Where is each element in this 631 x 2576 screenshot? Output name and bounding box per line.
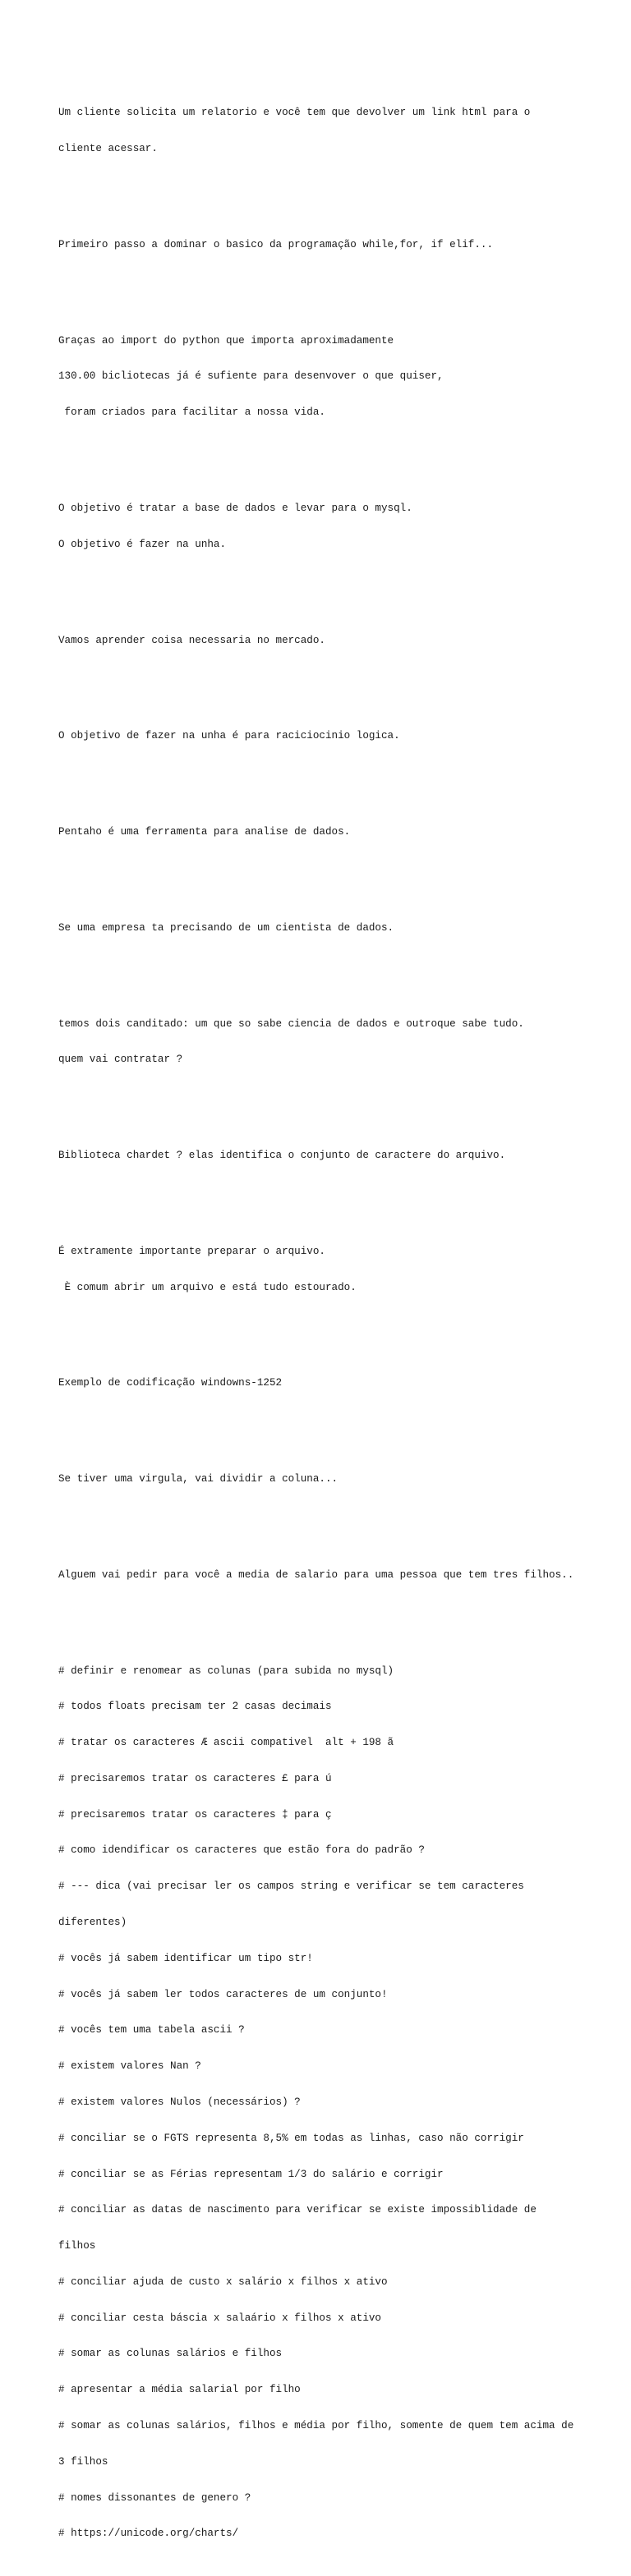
text-line: Vamos aprender coisa necessaria no mercado. xyxy=(58,634,325,646)
checklist-line: # precisaremos tratar os caracteres £ para ú xyxy=(58,1772,332,1784)
checklist-line: # definir e renomear as colunas (para subida no mysql) xyxy=(58,1665,394,1677)
checklist-line: # tratar os caracteres Æ ascii compativel alt + 198 ã xyxy=(58,1737,394,1749)
checklist-line: # conciliar ajuda de custo x salário x filhos x ativo xyxy=(58,2275,388,2288)
text-line: Biblioteca chardet ? elas identifica o conjunto de caractere do arquivo. xyxy=(58,1150,506,1162)
paragraph-market xyxy=(58,610,584,670)
paragraph-salary-average xyxy=(58,1545,584,1605)
checklist-line: # nomes dissonantes de genero ? xyxy=(58,2491,251,2504)
paragraph-comma xyxy=(58,1449,584,1509)
text-line: 130.00 bicliotecas já é sufiente para desenvover o que quiser, xyxy=(58,370,444,383)
checklist-line: # somar as colunas salários e filhos xyxy=(58,2348,283,2360)
paragraph-data-scientist xyxy=(58,898,584,958)
checklist-line: # --- dica (vai precisar ler os campos string e verificar se tem caracteres xyxy=(58,1880,524,1893)
checklist-line: # vocês já sabem ler todos caracteres de um conjunto! xyxy=(58,1988,388,2000)
paragraph-encoding xyxy=(58,1353,584,1413)
paragraph-objective xyxy=(58,479,584,575)
text-line: Alguem vai pedir para você a media de salario para uma pessoa que tem tres filhos.. xyxy=(58,1568,574,1581)
checklist-line: # vocês tem uma tabela ascii ? xyxy=(58,2024,245,2036)
text-line: O objetivo é tratar a base de dados e levar para o mysql. xyxy=(58,502,412,514)
checklist-line: filhos xyxy=(58,2240,96,2252)
paragraph-pentaho xyxy=(58,802,584,862)
text-line: temos dois canditado: um que so sabe ciencia de dados e outroque sabe tudo. xyxy=(58,1017,524,1030)
checklist-line: diferentes) xyxy=(58,1917,127,1929)
checklist-line: # vocês já sabem identificar um tipo str! xyxy=(58,1952,313,1964)
text-line: O objetivo é fazer na unha. xyxy=(58,538,227,550)
paragraph-report-request xyxy=(58,83,584,179)
text-line: cliente acessar. xyxy=(58,143,158,155)
checklist-line: # conciliar as datas de nascimento para verificar se existe impossiblidade de xyxy=(58,2204,537,2216)
paragraph-python-import xyxy=(58,310,584,443)
paragraph-chardet xyxy=(58,1126,584,1186)
paragraph-prepare-file xyxy=(58,1222,584,1318)
checklist-line: # precisaremos tratar os caracteres ‡ para ç xyxy=(58,1808,332,1821)
text-line: Graças ao import do python que importa aproximadamente xyxy=(58,334,394,347)
text-line: Exemplo de codificação windowns-1252 xyxy=(58,1377,283,1389)
document-page xyxy=(58,59,584,2576)
checklist-line: # apresentar a média salarial por filho xyxy=(58,2384,301,2396)
paragraph-first-step xyxy=(58,215,584,275)
paragraph-candidates xyxy=(58,994,584,1090)
checklist-line: # existem valores Nulos (necessários) ? xyxy=(58,2096,301,2108)
paragraph-logic xyxy=(58,706,584,766)
checklist-line: # https://unicode.org/charts/ xyxy=(58,2528,239,2540)
text-line: Se uma empresa ta precisando de um cientista de dados. xyxy=(58,921,394,934)
text-line: quem vai contratar ? xyxy=(58,1054,183,1066)
checklist-line: # como idendificar os caracteres que estão fora do padrão ? xyxy=(58,1844,425,1857)
checklist-line: # somar as colunas salários, filhos e média por filho, somente de quem tem acima de xyxy=(58,2419,574,2431)
checklist xyxy=(58,1641,584,2564)
checklist-line: # conciliar cesta báscia x salaário x filhos x ativo xyxy=(58,2312,381,2324)
checklist-line: # conciliar se o FGTS representa 8,5% em todas as linhas, caso não corrigir xyxy=(58,2132,524,2144)
text-line: Se tiver uma virgula, vai dividir a coluna... xyxy=(58,1473,339,1485)
checklist-line: 3 filhos xyxy=(58,2455,108,2468)
text-line: É extramente importante preparar o arquivo. xyxy=(58,1245,325,1257)
checklist-line: # todos floats precisam ter 2 casas decimais xyxy=(58,1701,332,1713)
text-line: È comum abrir um arquivo e está tudo estourado. xyxy=(58,1281,357,1293)
checklist-line: # conciliar se as Férias representam 1/3 do salário e corrigir xyxy=(58,2168,444,2180)
text-line: Primeiro passo a dominar o basico da programação while,for, if elif... xyxy=(58,238,494,250)
text-line: foram criados para facilitar a nossa vida. xyxy=(58,406,325,419)
text-line: O objetivo de fazer na unha é para raciciocinio logica. xyxy=(58,730,400,742)
text-line: Um cliente solicita um relatorio e você tem que devolver um link html para o xyxy=(58,107,531,119)
text-line: Pentaho é uma ferramenta para analise de dados. xyxy=(58,826,351,838)
checklist-line: # existem valores Nan ? xyxy=(58,2060,201,2073)
